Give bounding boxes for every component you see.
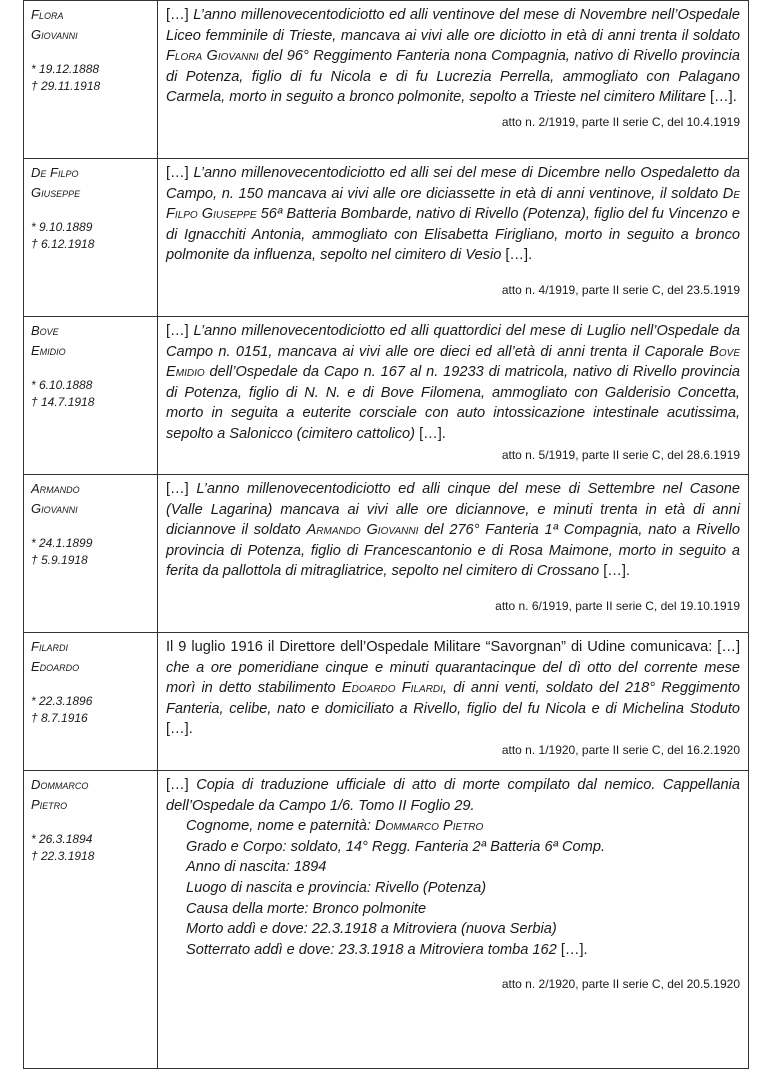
record-reference: atto n. 2/1920, parte II serie C, del 20.5.1920 [501,977,740,992]
record-reference: atto n. 5/1919, parte II serie C, del 28.6.1919 [501,447,740,462]
record-field-list [166,816,740,960]
record-row [24,475,749,633]
record-name-cell [24,633,158,771]
record-transcription: […] L’anno millenovecentodiciotto ed alli ventinove del mese di Novembre nell’Ospedale Liceo femminile di Trieste, mancava ai vivi alle ore diciotto in età di anni trenta il soldato Flora Giovanni del 96° Reggimento Fanteria nona Compagnia, nativo di Rivello provincia di Potenza, figlio di fu Nicola e di fu Lucrezia Perrella, ammogliato con Palagano Carmela, morto in seguito a bronco polmonite, sepolto a Trieste nel cimitero Militare […]. [166,7,740,106]
record-reference: atto n. 6/1919, parte II serie C, del 19.10.1919 [495,598,740,613]
soldier-name: Flora Giovanni [166,48,259,65]
death-date: † 14.7.1918 [31,395,95,409]
record-name-cell [24,1,158,159]
death-date: † 29.11.1918 [31,79,101,93]
field-birth-year: Anno di nascita: 1894 [186,859,327,876]
record-given-name: Giovanni [31,501,78,516]
soldier-name: Bove Emidio [166,343,740,381]
record-reference: atto n. 4/1919, parte II serie C, del 23.5.1919 [501,282,740,297]
birth-date: * 24.1.1899 [31,536,93,550]
death-date: † 8.7.1916 [31,711,88,725]
record-text-cell [158,1,749,159]
record-dates [31,693,157,727]
record-text-cell [158,475,749,633]
record-given-name: Edoardo [31,659,80,674]
record-name-cell [24,771,158,1069]
field-burial-date-place: Sotterrato addì e dove: 23.3.1918 a Mitroviera tomba 162 […]. [186,941,588,958]
record-name-cell [24,475,158,633]
record-name-cell [24,317,158,475]
field-rank-corps: Grado e Corpo: soldato, 14° Regg. Fanteria 2ª Batteria 6ª Comp. [186,838,606,855]
record-surname: Filardi [31,639,68,654]
record-given-name: Pietro [31,797,68,812]
field-cause-of-death: Causa della morte: Bronco polmonite [186,900,427,917]
record-dates [31,61,157,95]
birth-date: * 26.3.1894 [31,832,93,846]
record-text-cell [158,317,749,475]
record-surname: Flora [31,7,64,22]
record-row [24,317,749,475]
birth-date: * 22.3.1896 [31,694,93,708]
record-row [24,771,749,1069]
record-transcription: […] L’anno millenovecentodiciotto ed alli sei del mese di Dicembre nello Ospedaletto da Campo, n. 150 mancava ai vivi alle ore diciassette in età di anni ventinove, il soldato De Filpo Giuseppe 56ª Batteria Bombarde, nativo di Rivello (Potenza), figlio del fu Vincenzo e di Ignacchiti Antonia, ammogliato con Elisabetta Firigliano, morto in seguito a bronco polmonite da influenza, sepolto nel cimitero di Vesio […]. [166,165,740,264]
record-text-cell [158,633,749,771]
field-birthplace: Luogo di nascita e provincia: Rivello (Potenza) [186,879,487,896]
field-surname-name: Cognome, nome e paternità: Dommarco Pietro [186,818,484,835]
record-given-name: Giuseppe [31,185,81,200]
record-transcription: […] L’anno millenovecentodiciotto ed alli cinque del mese di Settembre nel Casone (Valle Lagarina) mancava ai vivi alle ore diciannove, e minuti trenta in età di anni diciannove il soldato Armando Giovanni del 276° Fanteria 1ª Compagnia, nato a Rivello provincia di Potenza, figlio di Francescantonio e di Rosa Maimone, morto in seguito a ferita da pallottola di mitragliatrice, sepolto nel cimitero di Crossano […]. [166,481,740,580]
record-transcription: […] L’anno millenovecentodiciotto ed alli quattordici del mese di Luglio nell’Ospedale da Campo n. 0151, mancava ai vivi alle ore dieci ed all’età di anni trenta il Caporale Bove Emidio dell’Ospedale da Capo n. 167 al n. 19233 di matricola, nativo di Rivello provincia di Potenza, figlio di N. N. e di Bove Filomena, ammogliato con Galderisio Concetta, morto in seguita a euterite corsciale con auto intossicazione intestinale acutissima, sepolto a Salonicco (cimitero cattolico) […]. [166,323,740,442]
record-given-name: Giovanni [31,27,78,42]
field-death-date-place: Morto addì e dove: 22.3.1918 a Mitroviera (nuova Serbia) [186,921,557,938]
death-date: † 22.3.1918 [31,849,95,863]
record-name-cell [24,159,158,317]
record-given-name: Emidio [31,343,66,358]
record-surname: De Filpo [31,165,79,180]
soldier-name: Dommarco Pietro [375,818,484,835]
record-transcription: […] Copia di traduzione ufficiale di atto di morte compilato dal nemico. Cappellania dell’Ospedale da Campo 1/6. Tomo II Foglio 29. [166,777,740,814]
record-dates [31,219,157,253]
birth-date: * 19.12.1888 [31,62,100,76]
record-surname: Bove [31,323,59,338]
soldier-name: Armando Giovanni [306,522,419,539]
record-dates [31,831,157,865]
record-dates [31,535,157,569]
birth-date: * 6.10.1888 [31,378,93,392]
birth-date: * 9.10.1889 [31,220,93,234]
record-text-cell [158,771,749,1069]
death-date: † 6.12.1918 [31,237,95,251]
death-date: † 5.9.1918 [31,553,88,567]
soldier-name: Edoardo Filardi [341,680,443,697]
record-surname: Armando [31,481,80,496]
record-reference: atto n. 2/1919, parte II serie C, del 10.4.1919 [501,114,740,129]
record-row [24,1,749,159]
record-surname: Dommarco [31,777,89,792]
record-reference: atto n. 1/1920, parte II serie C, del 16.2.1920 [501,742,740,757]
record-text-cell [158,159,749,317]
death-records-table [23,0,749,1069]
record-row [24,633,749,771]
record-row [24,159,749,317]
record-transcription: Il 9 luglio 1916 il Direttore dell’Ospedale Militare “Savorgnan” di Udine comunicava: […] che a ore pomeridiane cinque e minuti quarantacinque del dì otto del corrente mese morì in detto stabilimento Edoardo Filardi, di anni venti, soldato del 218° Reggimento Fanteria, celibe, nato e domiciliato a Rivello, figlio del fu Nicola e di Michelina Stoduto […]. [166,639,740,738]
record-dates [31,377,157,411]
soldier-name: De Filpo Giuseppe [166,185,740,223]
